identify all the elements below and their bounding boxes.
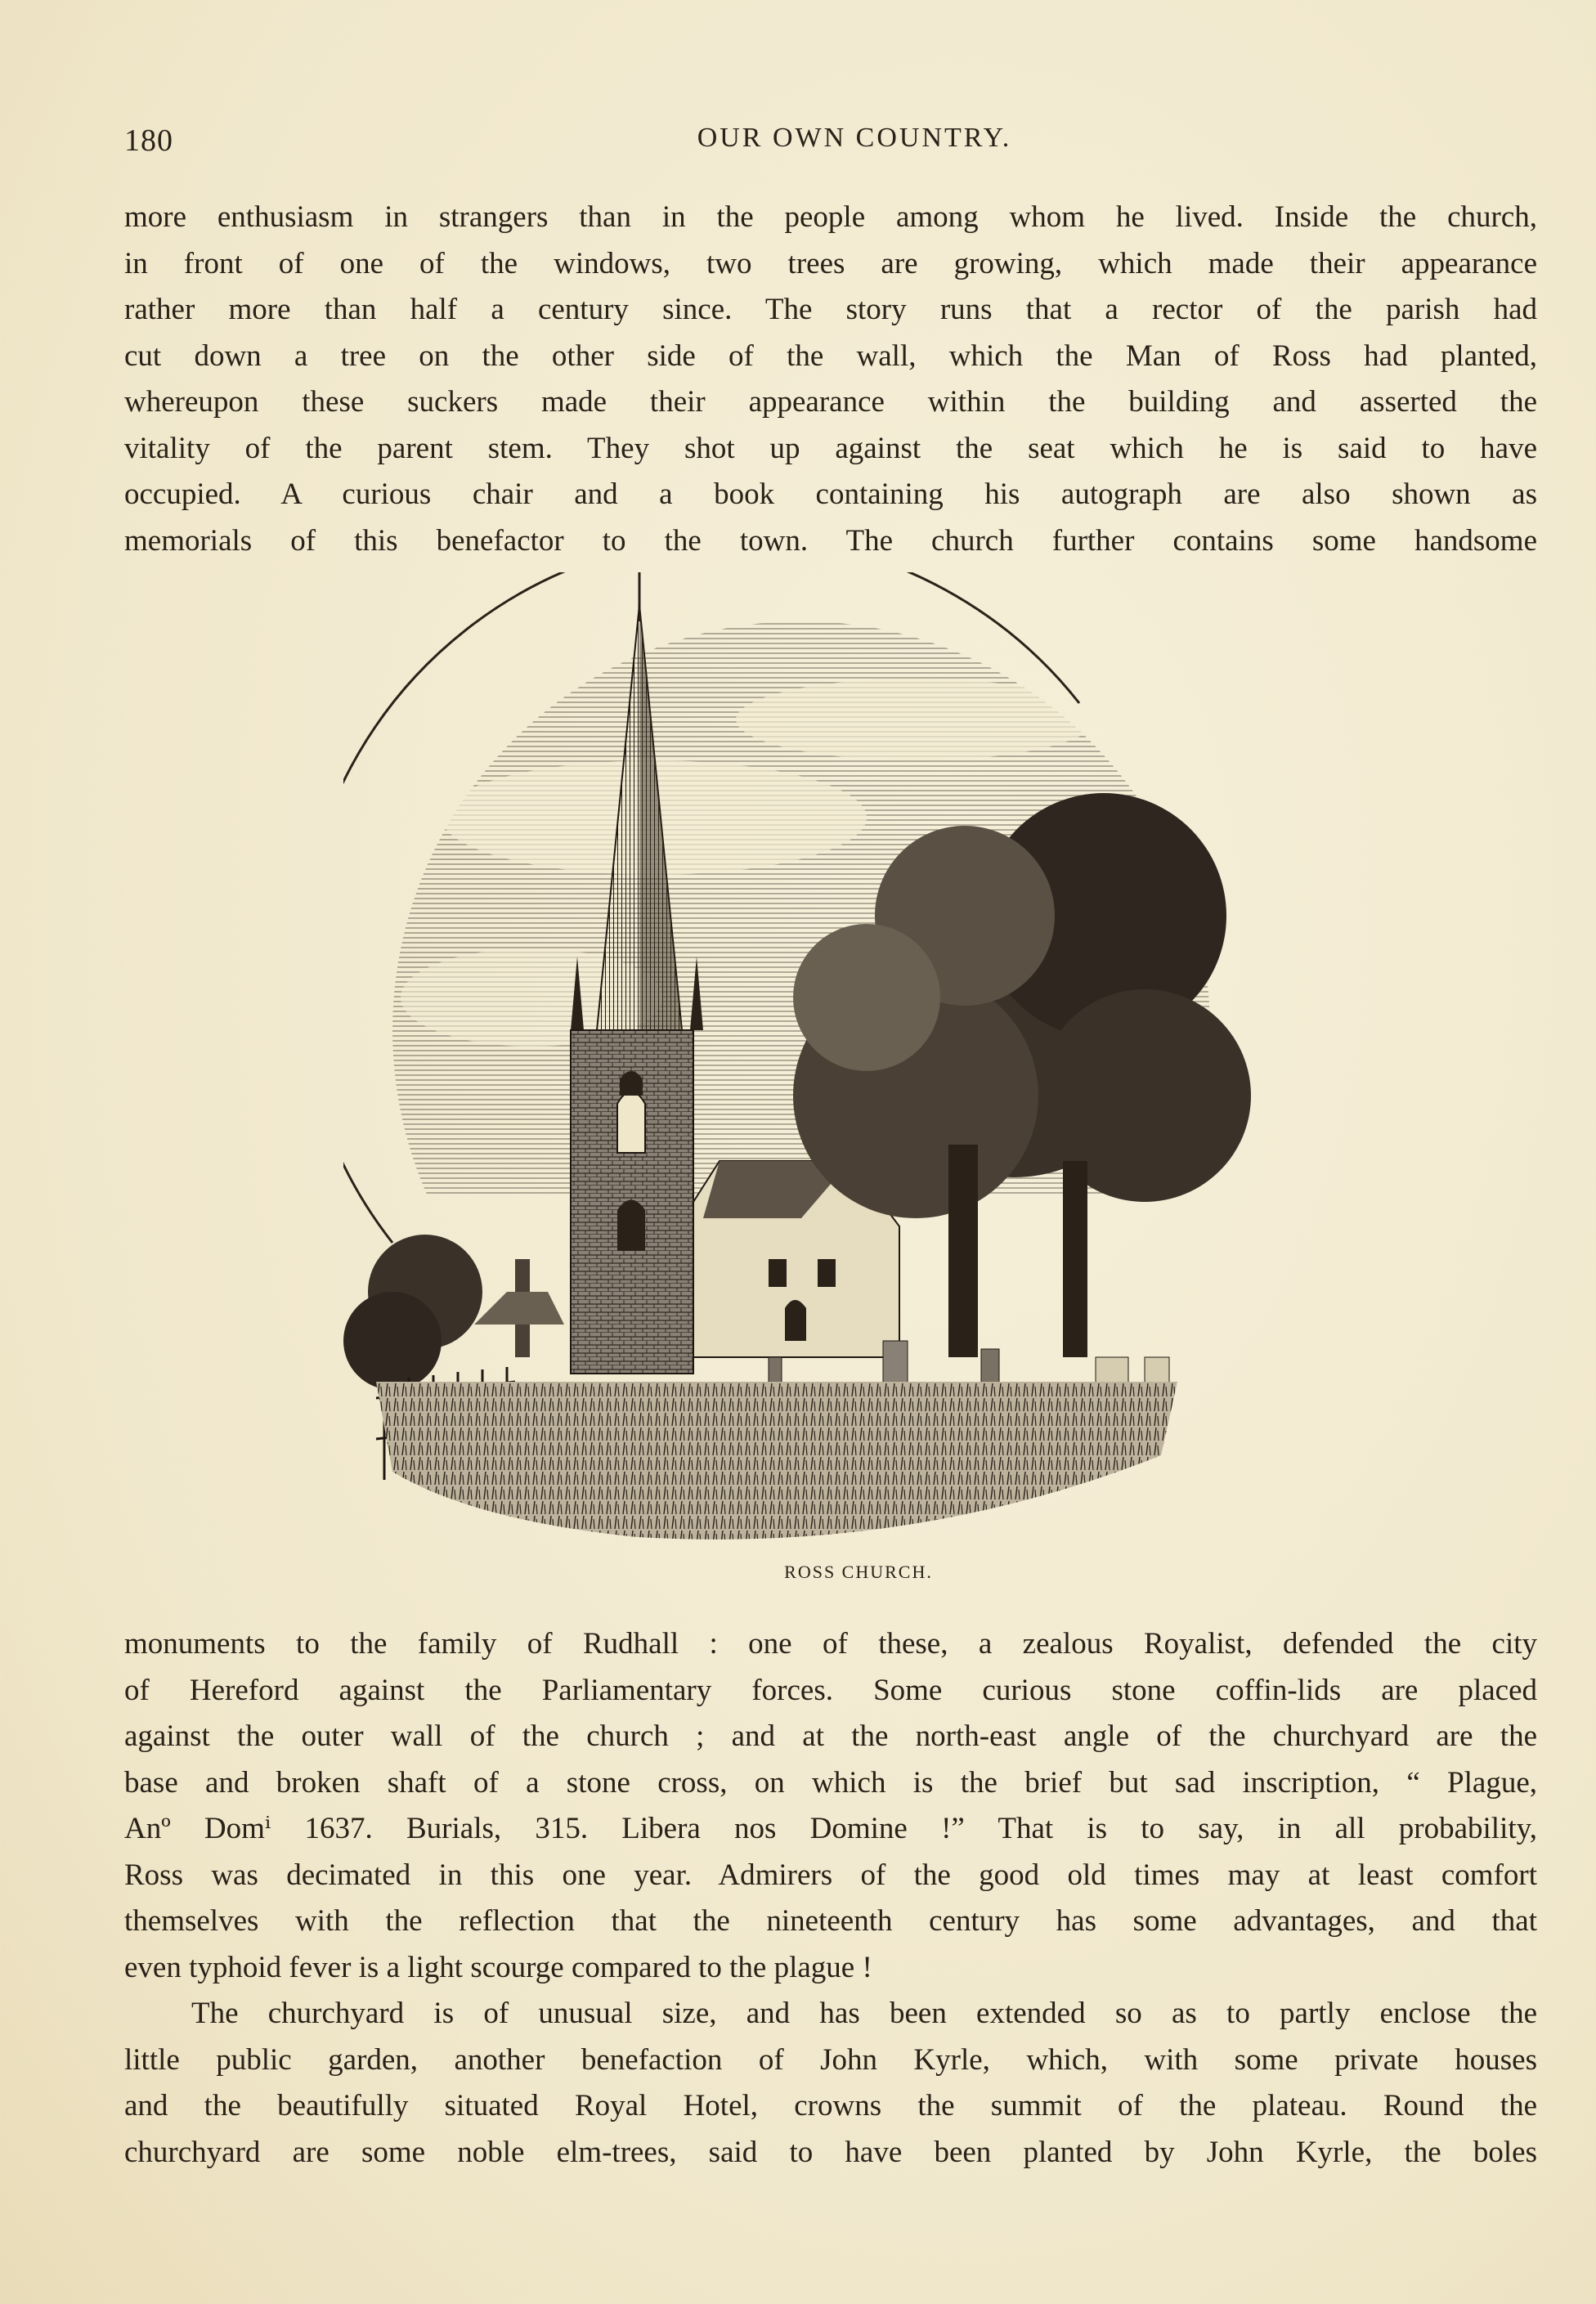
text-line: in front of one of the windows, two trees are growing, which made their appearance: [124, 246, 1537, 280]
running-title: OUR OWN COUNTRY.: [697, 123, 1012, 153]
text-line: more enthusiasm in strangers than in the people among whom he lived. Inside the church,: [124, 200, 1537, 234]
left-foliage: [343, 1235, 564, 1390]
text-line: vitality of the parent stem. They shot up against the seat which he is said to have: [124, 431, 1537, 465]
text-line: cut down a tree on the other side of the wall, which the Man of Ross had planted,: [124, 338, 1537, 373]
churchyard-grass: [376, 1382, 1177, 1540]
text-line: churchyard are some noble elm-trees, said to have been planted by John Kyrle, the boles: [124, 2135, 1537, 2169]
body-text-bottom: [124, 1621, 1537, 2176]
text-line: occupied. A curious chair and a book containing his autograph are also shown as: [124, 477, 1537, 511]
ross-church-engraving: [343, 572, 1325, 1578]
text-line: even typhoid fever is a light scourge compared to the plague !: [124, 1950, 872, 1984]
text-line: whereupon these suckers made their appearance within the building and asserted the: [124, 385, 1537, 419]
page-number: 180: [124, 123, 173, 158]
text-line: memorials of this benefactor to the town. The church further contains some handsome: [124, 523, 1537, 558]
text-line: of Hereford against the Parliamentary forces. Some curious stone coffin-lids are placed: [124, 1673, 1537, 1707]
text-line: base and broken shaft of a stone cross, on which is the brief but sad inscription, “ Plague,: [124, 1765, 1537, 1800]
church-tower: [571, 1030, 693, 1374]
text-line: monuments to the family of Rudhall : one of these, a zealous Royalist, defended the city: [124, 1627, 1537, 1661]
text-line: and the beautifully situated Royal Hotel, crowns the summit of the plateau. Round the: [124, 2089, 1537, 2122]
text-line: The churchyard is of unusual size, and has been extended so as to partly enclose the: [191, 1997, 1537, 2030]
text-line: Anº Domⁱ 1637. Burials, 315. Libera nos Domine !” That is to say, in all probability,: [124, 1812, 1537, 1845]
text-line: little public garden, another benefaction of John Kyrle, which, with some private houses: [124, 2042, 1537, 2077]
body-text-top: [124, 195, 1537, 564]
text-line: Ross was decimated in this one year. Admirers of the good old times may at least comfort: [124, 1858, 1537, 1892]
text-line: themselves with the reflection that the nineteenth century has some advantages, and that: [124, 1904, 1537, 1938]
text-line: rather more than half a century since. The story runs that a rector of the parish had: [124, 293, 1537, 326]
figure-caption: ROSS CHURCH.: [784, 1562, 933, 1582]
text-line: against the outer wall of the church ; and at the north-east angle of the churchyard are the: [124, 1719, 1537, 1753]
